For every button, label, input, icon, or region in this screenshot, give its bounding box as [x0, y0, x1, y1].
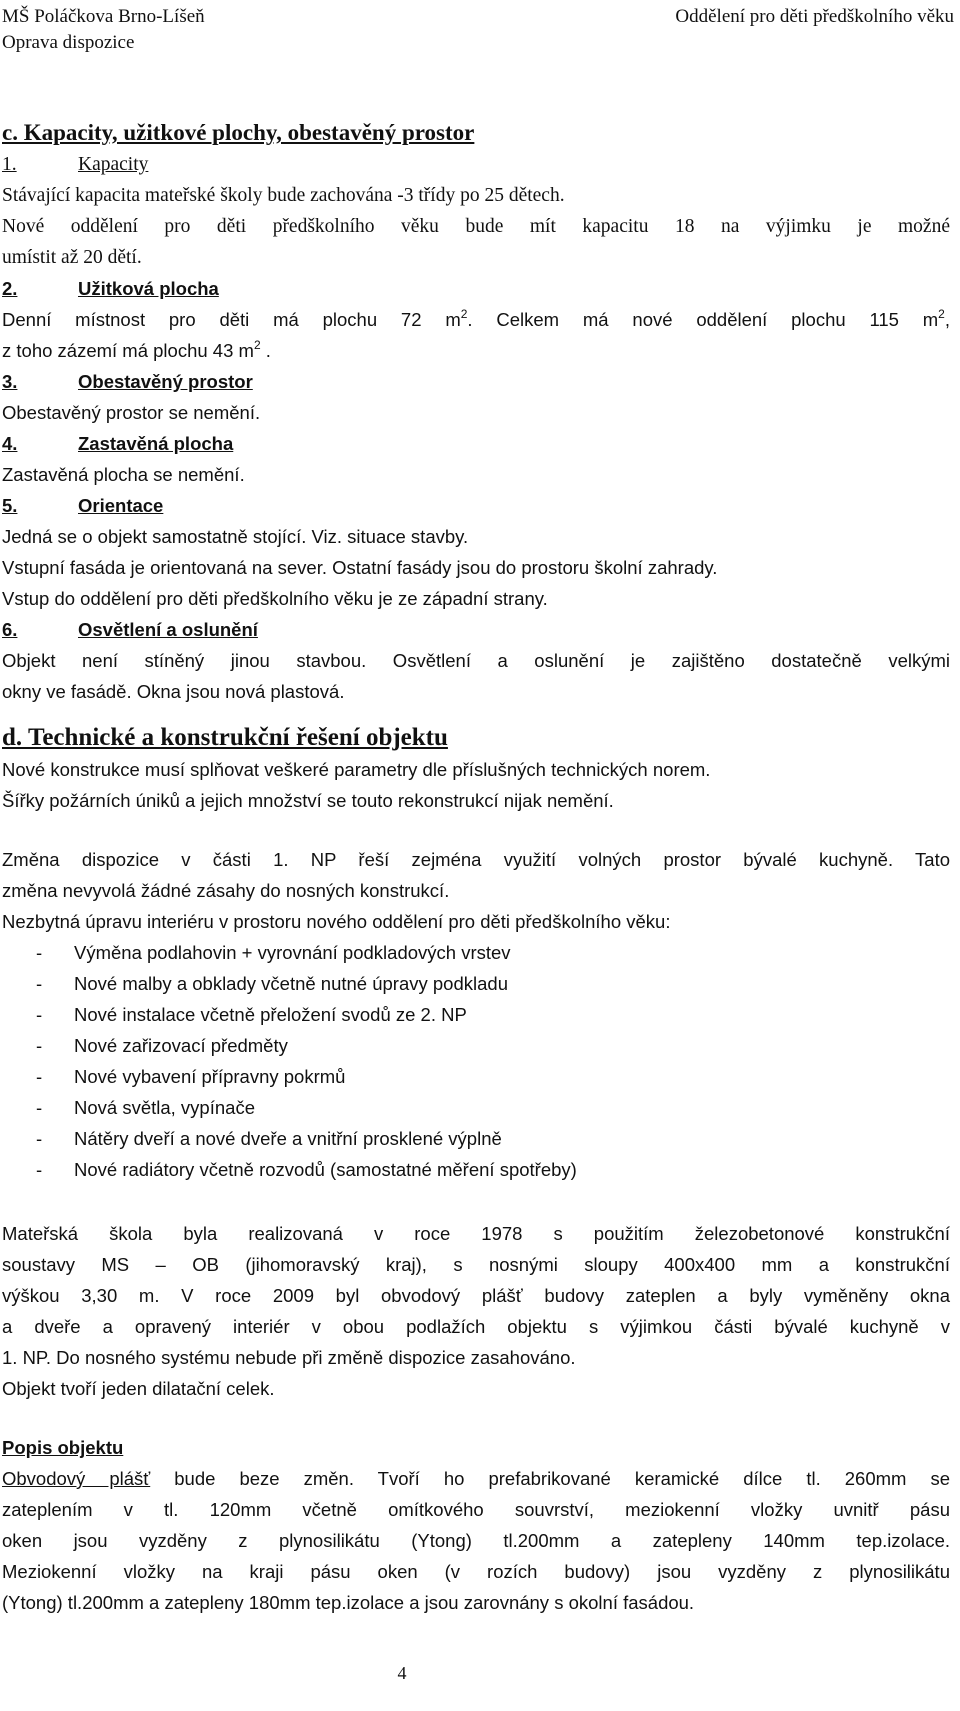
paragraph-line: Vstup do oddělení pro děti předškolního věku je ze západní strany. [2, 588, 548, 609]
subsection-number: 6. [2, 619, 18, 640]
subsection-5-heading [2, 490, 950, 521]
subsection-title: Užitková plocha [78, 278, 219, 299]
paragraph-line: Denní místnost pro děti má plochu 72 $m^2$. Celkem má nové oddělení plochu 115 $m^2$, [2, 307, 950, 330]
paragraph-line: Obestavěný prostor se nemění. [2, 402, 261, 423]
document-body [2, 117, 950, 1618]
paragraph-line: oken jsou vyzděny z plynosilikátu (Ytong) tl.200mm a zatepleny 140mm tep.izolace. [2, 1530, 950, 1551]
paragraph-line: Obvodový plášť bude beze změn. Tvoří ho prefabrikované keramické dílce tl. 260mm se [2, 1468, 951, 1489]
paragraph-line: Stávající kapacita mateřské školy bude zachována -3 třídy po 25 dětech. [2, 185, 565, 206]
paragraph-line: Šířky požárních úniků a jejich množství se touto rekonstrukcí nijak nemění. [2, 790, 614, 811]
paragraph-line: Změna dispozice v části 1. NP řeší zejména využití volných prostor bývalé kuchyně. Tato [2, 849, 950, 870]
paragraph-line: 1. NP. Do nosného systému nebude při změně dispozice zasahováno. [2, 1347, 576, 1368]
subsection-3-heading [2, 366, 950, 397]
paragraph-line: Jedná se o objekt samostatně stojící. Viz. situace stavby. [2, 526, 469, 547]
subsection-4-heading [2, 428, 950, 459]
subsection-title: Zastavěná plocha [78, 433, 234, 454]
paragraph-line: změna nevyvolá žádné zásahy do nosných konstrukcí. [2, 880, 450, 901]
popis-title: Popis objektu [2, 1437, 124, 1458]
renovation-list [2, 937, 950, 1185]
section-d-title: d. Technické a konstrukční řešení objektu [2, 724, 448, 751]
paragraph-line: Objekt tvoří jeden dilatační celek. [2, 1378, 275, 1399]
subsection-2-heading [2, 273, 950, 304]
subsection-6-heading [2, 614, 950, 645]
paragraph-line: soustavy MS – OB (jihomoravský kraj), s nosnými sloupy 400x400 mm a konstrukční [2, 1254, 950, 1275]
list-item: - Nové radiátory včetně rozvodů (samostatné měření spotřeby) [36, 1159, 577, 1180]
section-c-title: c. Kapacity, užitkové plochy, obestavěný prostor [2, 120, 475, 145]
subsection-number: 4. [2, 433, 18, 454]
list-item: - Nové vybavení přípravny pokrmů [36, 1066, 346, 1087]
subsection-number: 5. [2, 495, 18, 516]
header-department: Oddělení pro děti předškolního věku [675, 6, 954, 27]
paragraph-line: Nové oddělení pro děti předškolního věku bude mít kapacitu 18 na výjimku je možné [2, 216, 950, 237]
paragraph-line: Nezbytná úpravu interiéru v prostoru nového oddělení pro děti předškolního věku: [2, 911, 671, 932]
subsection-title: Osvětlení a oslunění [78, 619, 258, 640]
list-item: - Nové instalace včetně přeložení svodů ze 2. NP [36, 1004, 467, 1025]
list-item: - Výměna podlahovin + vyrovnání podkladových vrstev [36, 942, 511, 963]
subsection-title: Obestavěný prostor [78, 371, 253, 392]
paragraph-line: umístit až 20 dětí. [2, 247, 142, 268]
paragraph-line: okny ve fasádě. Okna jsou nová plastová. [2, 681, 345, 702]
header-subtitle: Oprava dispozice [2, 32, 135, 53]
paragraph-line: zateplením v tl. 120mm včetně omítkového souvrství, meziokenní vložky uvnitř pásu [2, 1499, 950, 1520]
paragraph-line: Objekt není stíněný jinou stavbou. Osvětlení a oslunění je zajištěno dostatečně velkými [2, 650, 950, 671]
list-item: - Nové zařizovací předměty [36, 1035, 288, 1056]
list-item: - Nové malby a obklady včetně nutné úpravy podkladu [36, 973, 508, 994]
header-right [675, 4, 954, 30]
paragraph-line: výškou 3,30 m. V roce 2009 byl obvodový plášť budovy zateplen a byly vyměněny okna [2, 1285, 950, 1306]
paragraph-line: a dveře a opravený interiér v obou podlažích objektu s výjimkou části bývalé kuchyně v [2, 1316, 950, 1337]
subsection-number: 2. [2, 278, 18, 299]
subsection-1-heading [2, 149, 950, 180]
header-left [2, 4, 205, 56]
subsection-number: 3. [2, 371, 18, 392]
subsection-title: Orientace [78, 495, 164, 516]
header-school-name: MŠ Poláčkova Brno-Líšeň [2, 6, 205, 27]
paragraph-line: Vstupní fasáda je orientovaná na sever. Ostatní fasády jsou do prostoru školní zahrady. [2, 557, 718, 578]
paragraph-line: (Ytong) tl.200mm a zatepleny 180mm tep.izolace a jsou zarovnány s okolní fasádou. [2, 1592, 695, 1613]
paragraph-line: Meziokenní vložky na kraji pásu oken (v rozích budovy) jsou vyzděny z plynosilikátu [2, 1561, 950, 1582]
paragraph-line: z toho zázemí má plochu 43 $m^2$ . [2, 338, 271, 361]
paragraph-line: Nové konstrukce musí splňovat veškeré parametry dle příslušných technických norem. [2, 759, 711, 780]
list-item: - Nátěry dveří a nové dveře a vnitřní prosklené výplně [36, 1128, 502, 1149]
page-number: 4 [397, 1663, 407, 1683]
paragraph-line: Mateřská škola byla realizovaná v roce 1978 s použitím železobetonové konstrukční [2, 1223, 950, 1244]
paragraph-line: Zastavěná plocha se nemění. [2, 464, 245, 485]
subsection-number: 1. [2, 154, 17, 175]
list-item: - Nová světla, vypínače [36, 1097, 255, 1118]
subsection-title: Kapacity [78, 154, 149, 175]
